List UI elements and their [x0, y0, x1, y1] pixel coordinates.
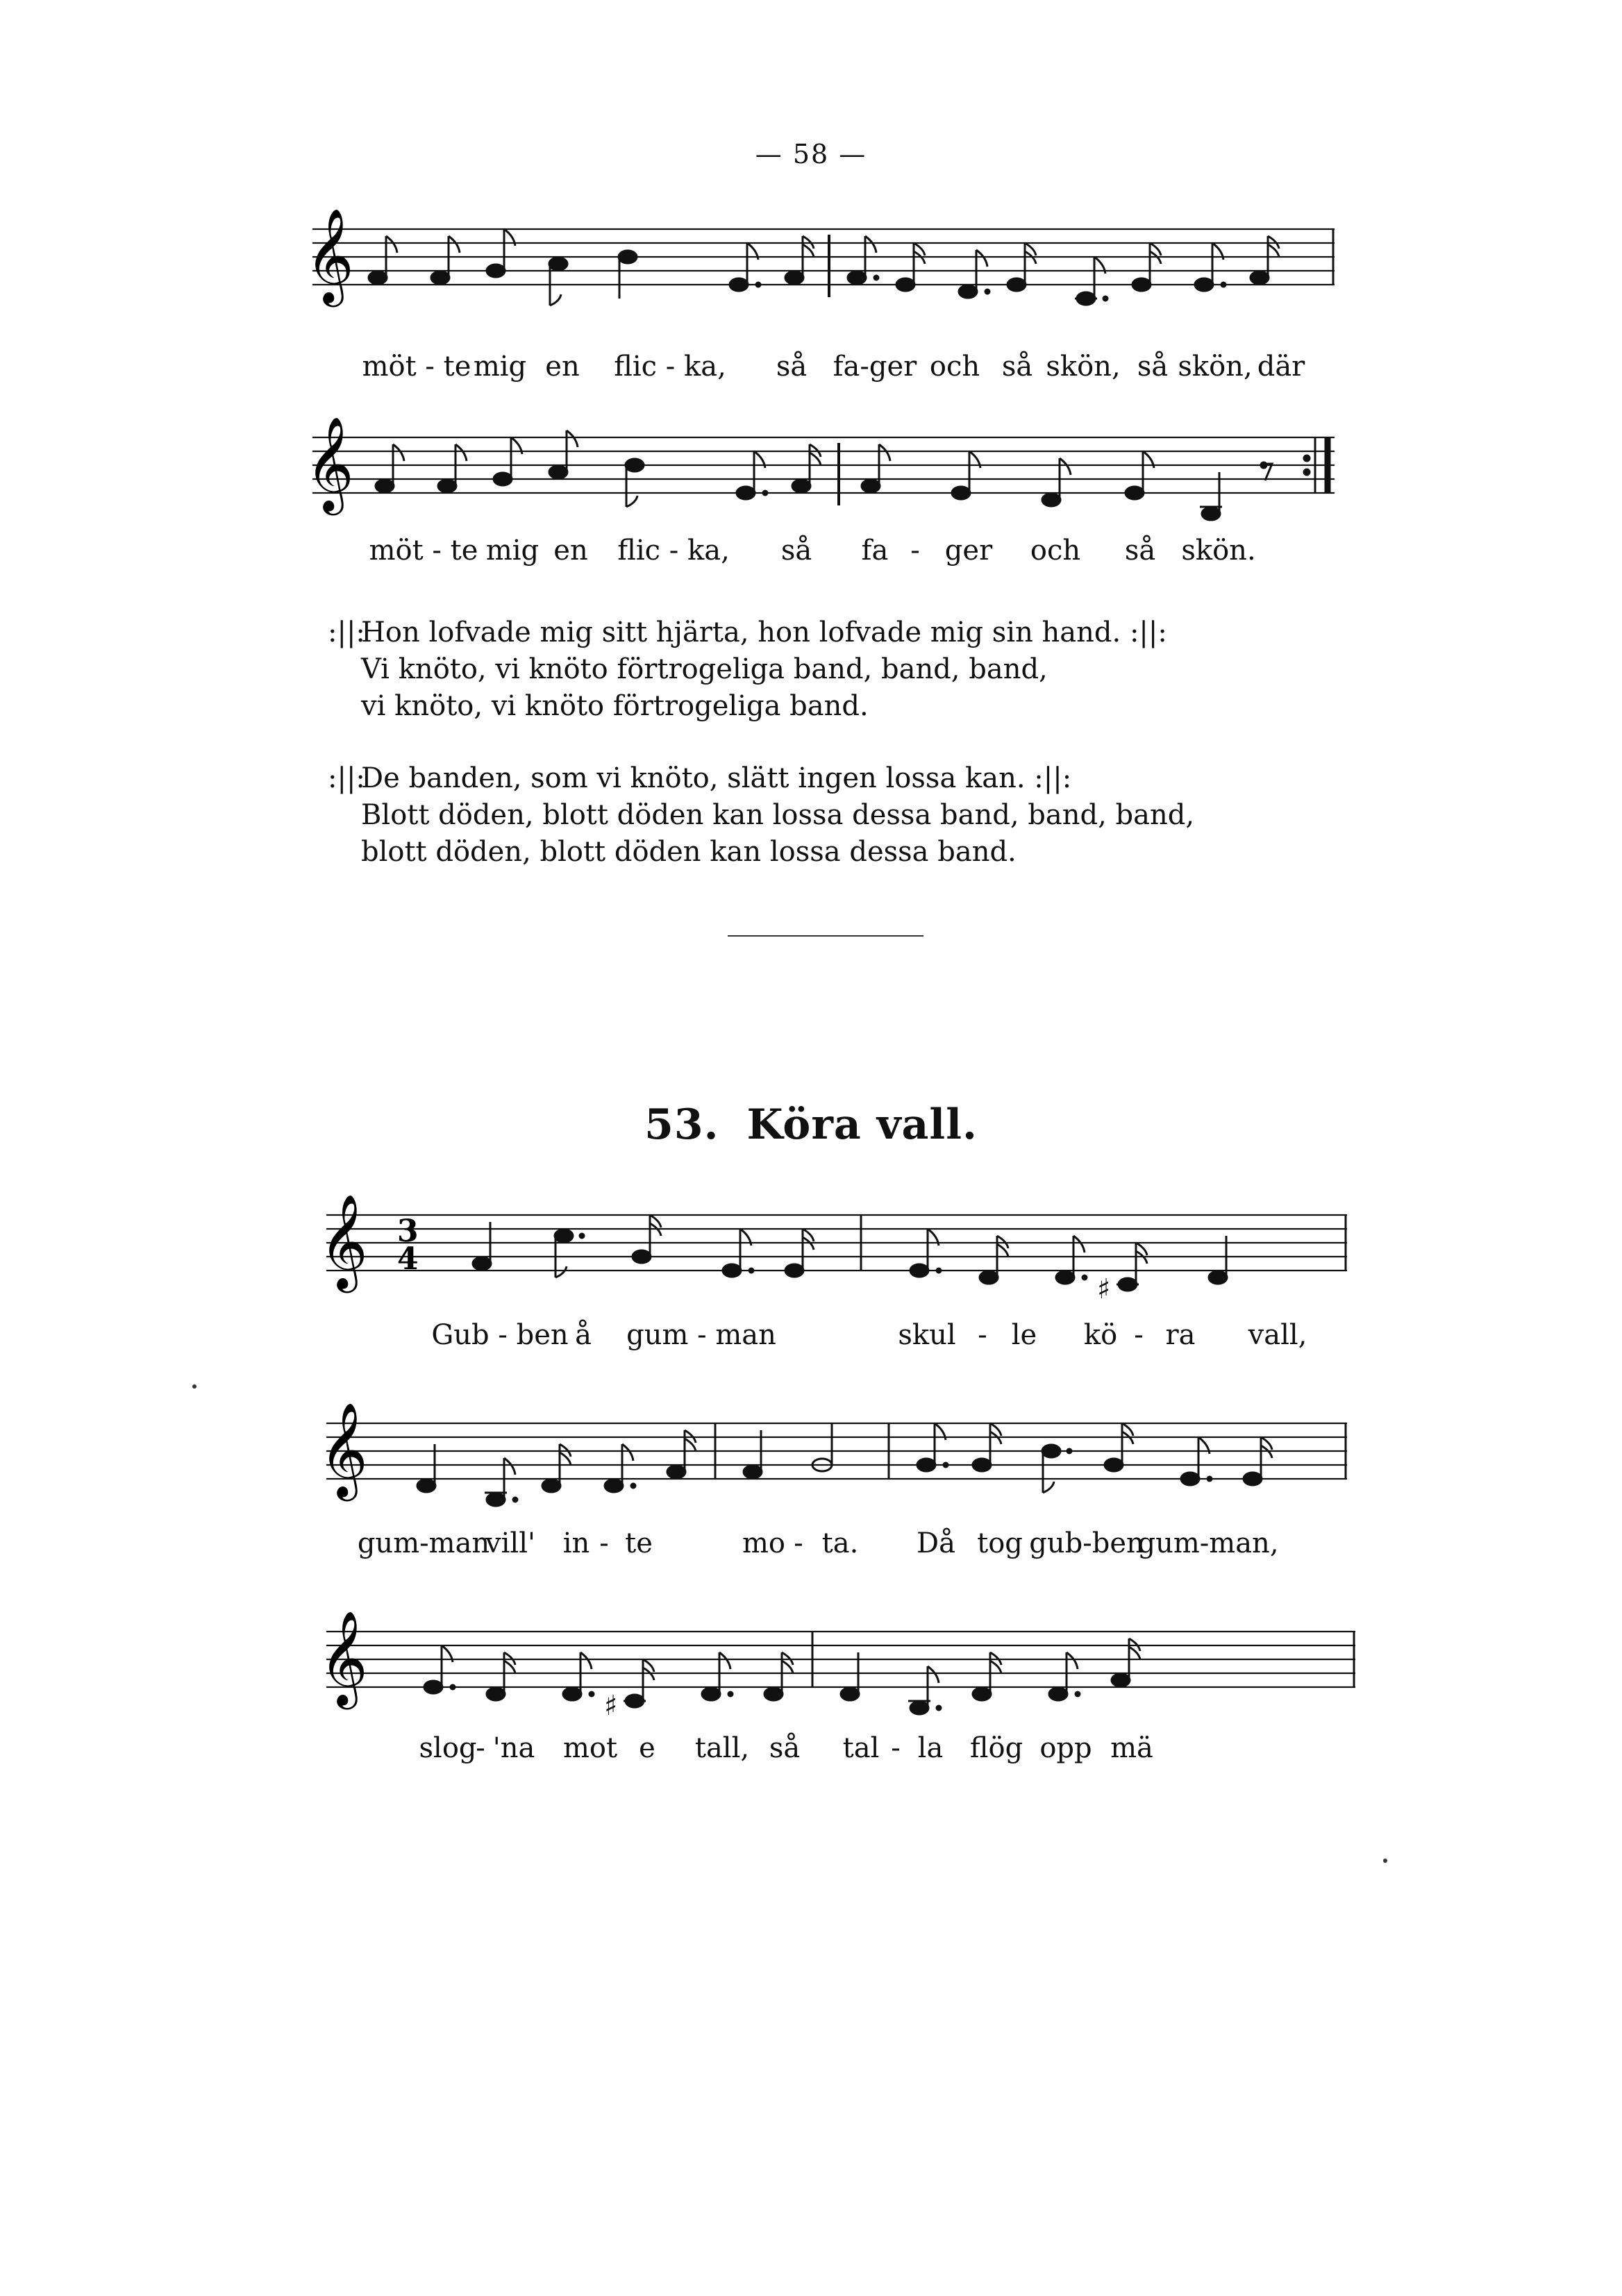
lyric-syllable: gum-man,	[1137, 1527, 1279, 1559]
lyric-syllable: kö	[1083, 1319, 1118, 1351]
lyric-syllable: -	[794, 1527, 803, 1559]
lyric-syllable: gub-ben	[1029, 1527, 1144, 1559]
lyric-syllable: möt - te	[362, 351, 471, 383]
lyric-syllable: så	[780, 535, 812, 567]
lyric-syllable: skön.	[1181, 535, 1256, 567]
treble-clef-icon: 𝄞	[319, 1193, 368, 1289]
time-signature-bottom: 4	[397, 1241, 419, 1277]
lyric-syllable: -	[978, 1319, 987, 1351]
lyric-syllable: -	[891, 1732, 901, 1764]
lyric-syllable: så	[1137, 351, 1169, 383]
lyric-syllable: skul	[898, 1319, 956, 1351]
lyric-syllable: gum-man	[357, 1527, 490, 1559]
lyric-syllable: där	[1257, 351, 1305, 383]
lyric-syllable: tal	[842, 1732, 880, 1764]
song-number: 53.	[644, 1100, 719, 1149]
lyric-syllable: mot	[562, 1732, 618, 1764]
verse-line: blott döden, blott döden kan lossa dessa band.	[361, 836, 1017, 868]
lyric-syllable: tall,	[694, 1732, 750, 1764]
treble-clef-icon: 𝄞	[306, 417, 354, 511]
lyric-syllable: fa	[861, 535, 889, 567]
lyric-syllable: tog	[977, 1527, 1023, 1559]
verse-line: Hon lofvade mig sitt hjärta, hon lofvade mig sin hand. :||:	[361, 617, 1167, 648]
lyric-syllable: mo	[742, 1527, 786, 1559]
lyric-syllable: fa-ger	[833, 351, 917, 383]
lyric-syllable: la	[917, 1732, 944, 1764]
lyric-syllable: så	[1124, 535, 1156, 567]
lyric-syllable: te	[625, 1527, 653, 1559]
lyric-syllable: gum - man	[626, 1319, 776, 1351]
lyric-syllable: en	[545, 351, 580, 383]
time-signature-top: 3	[397, 1214, 419, 1249]
verse-line: Vi knöto, vi knöto förtrogeliga band, band, band,	[361, 653, 1048, 685]
lyric-syllable: in	[562, 1527, 590, 1559]
lyric-syllable: en	[553, 535, 588, 567]
lyric-syllable: så	[776, 351, 808, 383]
lyric-syllable: flic - ka,	[614, 351, 726, 383]
lyric-syllable: Då	[917, 1527, 955, 1559]
lyric-syllable: vill'	[485, 1527, 535, 1559]
lyric-syllable: slog	[419, 1732, 477, 1764]
lyric-syllable: mä	[1110, 1732, 1153, 1764]
lyric-syllable: vall,	[1248, 1319, 1307, 1351]
sharp-icon: ♯	[1097, 1273, 1111, 1305]
treble-clef-icon: 𝄞	[306, 208, 354, 303]
lyric-syllable: skön,	[1178, 351, 1253, 383]
sharp-icon: ♯	[604, 1690, 618, 1722]
lyric-syllable: mig	[473, 351, 527, 383]
page-number: — 58 —	[755, 139, 867, 169]
lyric-syllable: skön,	[1046, 351, 1121, 383]
lyric-syllable: ger	[944, 535, 993, 567]
song-name: Köra vall.	[746, 1100, 978, 1149]
lyric-syllable: le	[1011, 1319, 1037, 1351]
lyric-syllable: ta.	[821, 1527, 859, 1559]
lyric-syllable: mig	[485, 535, 540, 567]
lyric-syllable: e	[639, 1732, 655, 1764]
lyric-syllable: flög	[969, 1732, 1023, 1764]
lyric-syllable: -	[910, 535, 920, 567]
lyric-syllable: -	[1134, 1319, 1144, 1351]
lyric-syllable: å	[575, 1319, 592, 1351]
lyric-syllable: så	[769, 1732, 801, 1764]
treble-clef-icon: 𝄞	[319, 1401, 368, 1497]
repeat-sign: :||:	[328, 762, 365, 794]
lyric-syllable: -	[476, 1732, 485, 1764]
lyric-syllable: ra	[1165, 1319, 1196, 1351]
lyric-syllable: opp	[1039, 1732, 1092, 1764]
treble-clef-icon: 𝄞	[319, 1609, 368, 1705]
lyric-syllable: 'na	[492, 1732, 535, 1764]
verse-line: Blott döden, blott döden kan lossa dessa band, band, band,	[361, 799, 1195, 831]
verse-line: De banden, som vi knöto, slätt ingen lossa kan. :||:	[361, 762, 1072, 794]
lyric-syllable: så	[1001, 351, 1033, 383]
verse-line: vi knöto, vi knöto förtrogeliga band.	[361, 690, 869, 722]
lyric-syllable: -	[599, 1527, 609, 1559]
lyric-syllable: och	[1030, 535, 1081, 567]
lyric-syllable: Gub - ben	[431, 1319, 569, 1351]
repeat-sign: :||:	[328, 617, 365, 648]
lyric-syllable: möt - te	[369, 535, 478, 567]
lyric-syllable: och	[929, 351, 980, 383]
lyric-syllable: flic - ka,	[617, 535, 730, 567]
